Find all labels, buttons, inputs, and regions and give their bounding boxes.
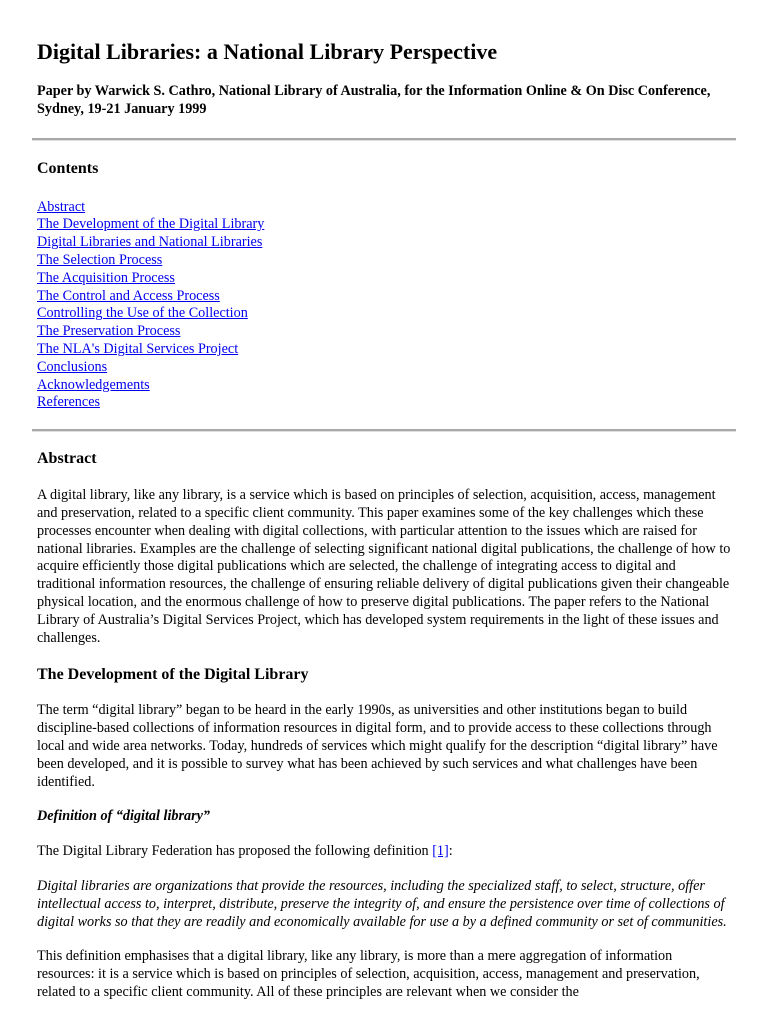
development-heading: The Development of the Digital Library xyxy=(37,666,309,684)
byline: Paper by Warwick S. Cathro, National Library of Australia, for the Information Online & On Disc Conference, Sydney, 19-21 January 1999 xyxy=(37,83,711,117)
reference-link-1[interactable]: [1] xyxy=(432,843,449,860)
abstract-paragraph: A digital library, like any library, is a service which is based on principles of selection, acquisition, access, management and preservation, related to a specific client community. This paper examines some of the key challenges which these processes encounter when dealing with digital collections, with particular attention to the issues which are raised for national libraries. Examples are the challenge of selecting significant national digital publications, the challenge of how to acquire efficiently those digital publications which are selected, the challenge of integrating access to digital and traditional information resources, the challenge of ensuring reliable delivery of digital publications given their changeable physical location, and the enormous challenge of how to preserve digital publications. The paper refers to the National Library of Australia’s Digital Services Project, which has developed system requirements in the light of these issues and challenges. xyxy=(37,487,731,646)
toc-link-abstract[interactable]: Abstract xyxy=(37,198,86,215)
contents-heading: Contents xyxy=(37,159,99,177)
definition-intro xyxy=(37,843,731,861)
toc-link-national-libraries[interactable]: Digital Libraries and National Libraries xyxy=(37,234,263,251)
toc-link-conclusions[interactable]: Conclusions xyxy=(37,358,108,375)
toc-link-acquisition[interactable]: The Acquisition Process xyxy=(37,269,175,286)
abstract-heading: Abstract xyxy=(37,450,97,468)
toc-link-nla-project[interactable]: The NLA's Digital Services Project xyxy=(37,340,239,357)
divider xyxy=(32,138,736,141)
definition-subheading: Definition of “digital library” xyxy=(37,808,211,825)
divider xyxy=(32,429,736,432)
toc-link-development[interactable]: The Development of the Digital Library xyxy=(37,216,265,233)
table-of-contents xyxy=(37,199,731,413)
toc-link-controlling-use[interactable]: Controlling the Use of the Collection xyxy=(37,305,248,322)
toc-link-selection[interactable]: The Selection Process xyxy=(37,251,163,268)
toc-link-preservation[interactable]: The Preservation Process xyxy=(37,323,181,340)
definition-quote: Digital libraries are organizations that provide the resources, including the specialized staff, to select, structure, offer intellectual access to, interpret, distribute, preserve the integrity of, and ensure the persistence over time of collections of digital works so that they are readily and economically available for use a by a defined community or set of communities. xyxy=(37,877,727,930)
development-paragraph: The term “digital library” began to be heard in the early 1990s, as universities and other institutions began to build discipline-based collections of information resources in digital form, and to provide access to these collections through local and wide area networks. Today, hundreds of services which might qualify for the description “digital library” have been developed, and it is possible to survey what has been achieved by such services and what challenges have been identified. xyxy=(37,702,718,790)
definition-commentary: This definition emphasises that a digital library, like any library, is more than a mere aggregation of information resources: it is a service which is based on principles of selection, acquisition, access, management and preservation, related to a specific client community. All of these principles are relevant when we consider the xyxy=(37,948,700,1000)
toc-link-control-access[interactable]: The Control and Access Process xyxy=(37,287,220,304)
toc-link-acknowledgements[interactable]: Acknowledgements xyxy=(37,376,150,393)
toc-link-references[interactable]: References xyxy=(37,394,101,411)
definition-intro-end: : xyxy=(448,843,453,860)
definition-intro-text: The Digital Library Federation has proposed the following definition xyxy=(37,843,433,860)
page-title: Digital Libraries: a National Library Perspective xyxy=(37,39,498,64)
